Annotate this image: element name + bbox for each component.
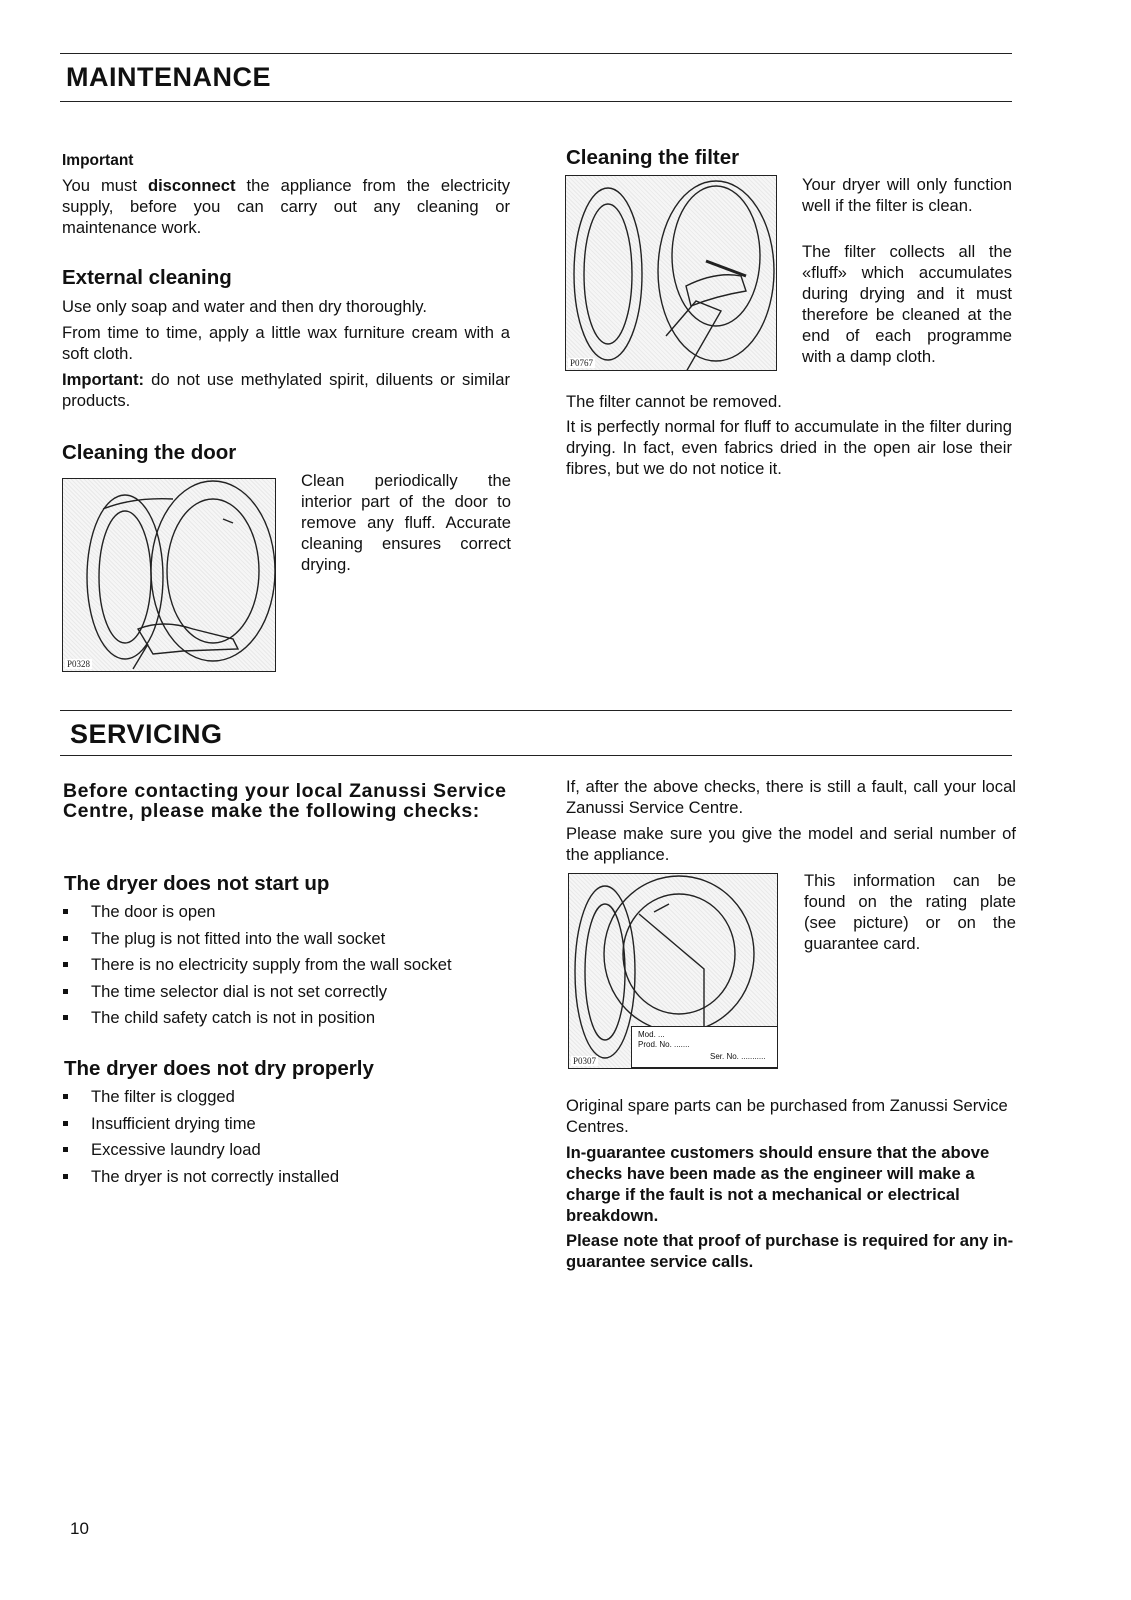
external-cleaning-p1: Use only soap and water and then dry thoroughly. xyxy=(62,297,427,316)
plate-model: Mod. ... xyxy=(638,1030,665,1039)
list-item: The time selector dial is not set correctly xyxy=(62,981,512,1008)
maintenance-top-rule xyxy=(60,53,1012,54)
list-item: The filter is clogged xyxy=(62,1086,512,1113)
filter-figure-code: P0767 xyxy=(570,358,594,368)
list-item: The child safety catch is not in position xyxy=(62,1007,512,1034)
maintenance-title: MAINTENANCE xyxy=(66,62,271,92)
no-dry-list xyxy=(62,1086,512,1192)
filter-text-p2: The filter collects all the «fluff» which accumulates during drying and it must therefore be cleaned at the end of each programme with a damp cloth. xyxy=(802,242,1012,366)
list-item: There is no electricity supply from the wall socket xyxy=(62,954,512,981)
no-start-heading: The dryer does not start up xyxy=(64,872,330,895)
rating-plate xyxy=(631,1026,778,1068)
plate-prod-no: Prod. No. ....... xyxy=(638,1040,690,1049)
no-start-list xyxy=(62,901,512,1034)
filter-text-p3: The filter cannot be removed. xyxy=(566,392,782,411)
servicing-bottom-rule xyxy=(60,755,1012,756)
list-item: The plug is not fitted into the wall socket xyxy=(62,928,512,955)
rating-plate-figure-code: P0307 xyxy=(573,1056,597,1066)
external-cleaning-p3: Important: do not use methylated spirit, diluents or similar products. xyxy=(62,370,510,410)
list-item: The dryer is not correctly installed xyxy=(62,1166,512,1193)
no-dry-heading: The dryer does not dry properly xyxy=(64,1057,374,1080)
door-figure-code: P0328 xyxy=(67,659,91,669)
servicing-warning-2: Please note that proof of purchase is required for any in-guarantee service calls. xyxy=(566,1231,1014,1271)
filter-text-p1: Your dryer will only function well if the filter is clean. xyxy=(802,175,1012,215)
filter-text-p4: It is perfectly normal for fluff to accumulate in the filter during drying. In fact, even fabrics dried in the open air lose their fibres, but we do not notice it. xyxy=(566,417,1012,478)
door-cleaning-drawing xyxy=(63,479,276,672)
servicing-top-rule xyxy=(60,710,1012,711)
servicing-right-p1: If, after the above checks, there is still a fault, call your local Zanussi Service Centre. xyxy=(566,777,1016,817)
servicing-warning-1: In-guarantee customers should ensure that the above checks have been made as the engineer will make a charge if the fault is not a mechanical or electrical breakdown. xyxy=(566,1143,990,1225)
servicing-right-p2: Please make sure you give the model and serial number of the appliance. xyxy=(566,824,1016,864)
rating-plate-illustration xyxy=(568,873,778,1069)
list-item: The door is open xyxy=(62,901,512,928)
external-cleaning-heading: External cleaning xyxy=(62,266,232,289)
door-cleaning-illustration xyxy=(62,478,276,672)
servicing-intro: Before contacting your local Zanussi Service Centre, please make the following checks: xyxy=(63,780,507,822)
servicing-right-p4: Original spare parts can be purchased from Zanussi Service Centres. xyxy=(566,1096,1008,1136)
cleaning-filter-heading: Cleaning the filter xyxy=(566,146,740,169)
servicing-title: SERVICING xyxy=(70,719,223,749)
plate-ser-no: Ser. No. ........... xyxy=(710,1052,766,1061)
cleaning-door-heading: Cleaning the door xyxy=(62,441,237,464)
external-cleaning-p2: From time to time, apply a little wax furniture cream with a soft cloth. xyxy=(62,323,510,363)
servicing-right-p3: This information can be found on the rating plate (see picture) or on the guarantee card. xyxy=(804,871,1016,953)
page-number: 10 xyxy=(70,1519,89,1538)
important-text: You must disconnect the appliance from the electricity supply, before you can carry out any cleaning or maintenance work. xyxy=(62,176,510,237)
cleaning-door-text: Clean periodically the interior part of the door to remove any fluff. Accurate cleaning ensures correct drying. xyxy=(301,471,511,574)
maintenance-bottom-rule xyxy=(60,101,1012,102)
list-item: Excessive laundry load xyxy=(62,1139,512,1166)
filter-cleaning-drawing xyxy=(566,176,777,371)
important-label: Important xyxy=(62,152,134,169)
filter-cleaning-illustration xyxy=(565,175,777,371)
list-item: Insufficient drying time xyxy=(62,1113,512,1140)
